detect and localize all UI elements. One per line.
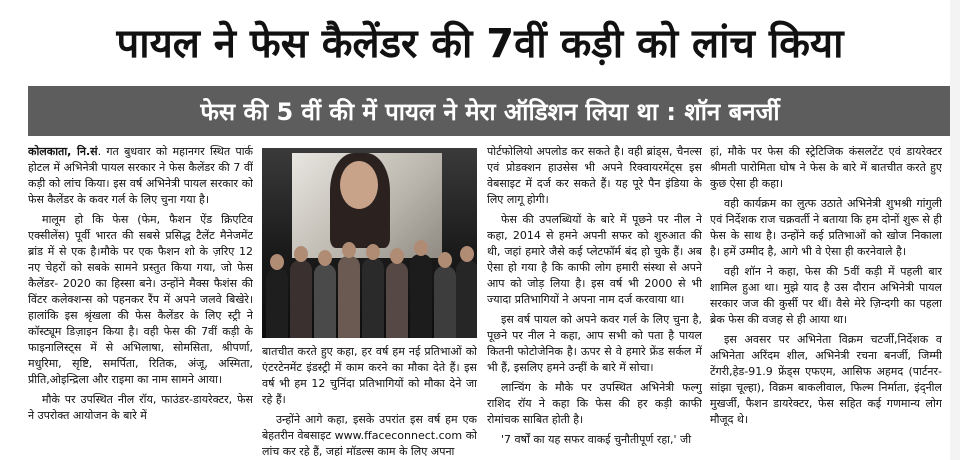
article-column-4 [710, 144, 942, 456]
paragraph: इस अवसर पर अभिनेता विक्रम चटर्जी,निर्देशक व अभिनेता अरिंदम शील, अभिनेत्री रचना बनर्जी, जिम्मी टेंगरी,हेड-91.9 फ्रेंड्स एफएम, आसिफ अहमद (पार्टनर-सांझा चूल्हा), विक्रम बाकलीवाल, फिल्म निर्माता, इंद्नील मुखर्जी, फैशन डायरेक्टर, फेस सहित कई गणमान्य लोग मौजूद थे। [710, 333, 942, 426]
paragraph: मालूम हो कि फेस (फेम, फैशन ऐंड क्रिएटिव एक्सीलेंस) पूर्वी भारत की सबसे प्रसिद्ध टैलेंट मैनेजमेंट ब्रांड में से एक है।मौके पर एक फैशन शो के ज़रिए 12 नए चेहरों को सबके सामने प्रस्तुत किया गया, जो फेस कैलेंडर- 2020 का हिस्सा बने। उन्होंने मैक्स फैशंस की विंटर कलेक्शन्स को पहनकर रैंप में अपने जलवे बिखेरे। हालांकि इस श्रृंखला की फेस कैलेंडर के लिए स्ट्री ने कॉस्ट्यूम डिज़ाइन किया है। वही फेस की 7वीं कड़ी के फाइनालिस्ट्स में से अभिलाषा, सोमसिता, श्रीपर्णा, मधुरिमा, सृष्टि, समर्पिता, रितिक, अंजू, अस्मिता, प्रीति,ओइन्द्रिला और राइमा का नाम सामने आया। [28, 213, 253, 386]
paragraph: फेस की उपलब्धियों के बारे में पूछने पर नील ने कहा, 2014 से हमने अपनी सफर को शुरुआत की थी, जहां हमारे जैसे कई प्लेटफॉर्म बंद हो चुके हैं। अब ऐसा हो गया है कि काफी लोग हमारी संस्था से अपने आप को जोड़ लिया है। इस वर्ष भी 2000 से भी ज्यादा प्रतिभागियों ने अपना नाम दर्ज करवाया था। [487, 213, 702, 306]
paragraph: बातचीत करते हुए कहा, हर वर्ष हम नई प्रतिभाओं को एंटरटेनमेंट इंडस्ट्री में काम करने का मौका देते हैं। इस वर्ष भी हम 12 चुनिंदा प्रतिभागियों को मौका देने जा रहे हैं। [262, 345, 477, 406]
article-column-3 [487, 144, 702, 456]
headline-banner [0, 0, 960, 82]
dateline: कोलकाता, नि.सं [28, 145, 98, 158]
event-photo [262, 148, 477, 338]
paragraph-text: . गत बुधवार को महानगर स्थित पार्क होटल में अभिनेत्री पायल सरकार ने फेस कैलेंडर की 7 वीं कड़ी को लांच किया। इस वर्ष अभिनेत्री पायल सरकार को फेस कैलेंडर के कवर गर्ल के लिए चुना गया है। [28, 145, 253, 206]
subheadline: फेस की 5 वीं की में पायल ने मेरा ऑडिशन लिया था : शॉन बनर्जी [200, 97, 780, 126]
paragraph: लान्चिंग के मौके पर उपस्थित अभिनेत्री फल्गु राशिद रॉय ने कहा कि फेस की हर कड़ी काफी रोमांचक साबित होती है। [487, 381, 702, 426]
paragraph: उन्होंने आगे कहा, इसके उपरांत इस वर्ष हम एक बेहतरीन वेबसाइट www.ffaceconnect.com को लांच कर रहे हैं, जहां मॉडल्स काम के लिए अपना [262, 413, 477, 456]
paragraph: पोर्टफोलियो अपलोड कर सकते है। वही ब्रांड्स, चैनल्स एवं प्रोडक्शन हाउसेस भी अपने रिक्वायरमेंट्स इस वेबसाइट में दर्ज कर सकते हैं। यह पूरे पैन इंडिया के लिए लागू होगी। [487, 145, 702, 206]
article-column-1 [28, 144, 253, 456]
subheadline-bar [28, 86, 952, 136]
article-column-2 [262, 344, 477, 456]
paragraph [28, 144, 253, 208]
headline: पायल ने फेस कैलेंडर की 7वीं कड़ी को लांच किया [116, 20, 844, 67]
paragraph: मौके पर उपस्थित नील रॉय, फाउंडर-डायरेक्टर, फेस ने उपरोक्त आयोजन के बारे में [28, 393, 253, 422]
paragraph: '7 वर्षों का यह सफर वाकई चुनौतीपूर्ण रहा,' जी [501, 433, 692, 446]
page-edge [950, 0, 960, 460]
crowd [262, 243, 477, 338]
paragraph: हां, मौके पर फेस की स्ट्रेटिजिक कंसलटेंट एवं डायरेक्टर श्रीमती पारोमिता घोष ने फेस के बारे में बातचीत करते हुए कुछ ऐसा ही कहा। [710, 145, 942, 190]
paragraph: इस वर्ष पायल को अपने कवर गर्ल के लिए चुना है, पूछने पर नील ने कहा, आप सभी को पता है पायल कितनी फोटोजेनिक है। ऊपर से वे हमारे फ्रेंड सर्कल में भी हैं, इसलिए हमने उन्हीं के बारे में सोचा। [487, 313, 702, 374]
paragraph: वही शॉन ने कहा, फेस की 5वीं कड़ी में पहली बार शामिल हुआ था। मुझे याद है उस दौरान अभिनेत्री पायल सरकार जज की कुर्सी पर थीं। वैसे मेरे ज़िन्दगी का पहला ब्रेक फेस की वजह से ही आया था। [710, 265, 942, 326]
cover-girl-face [340, 161, 378, 209]
paragraph: वही कार्यक्रम का लुत्फ उठाते अभिनेत्री शुभश्री गांगुली एवं निर्देशक राज चक्रवर्ती ने बताया कि हम दोनों शुरू से ही फेस के साथ है। उन्होंने कई प्रतिभाओं को खोज निकाला है। हमें उम्मीद है, आगे भी वे ऐसा ही करनेवाले है। [710, 197, 942, 258]
